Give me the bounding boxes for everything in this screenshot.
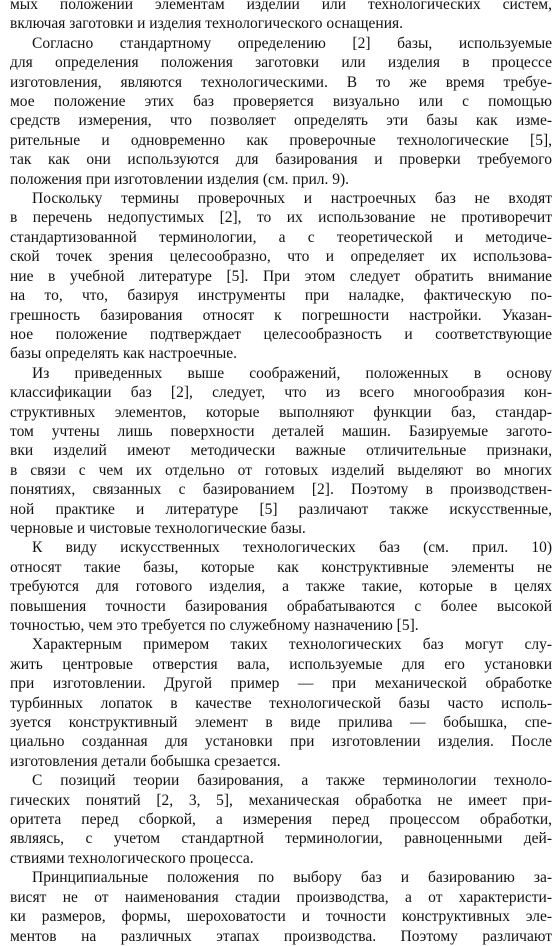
paragraph-first-line: Характерным примером таких технологических баз могут слу- bbox=[32, 636, 552, 654]
paragraph-first-line: К виду искусственных технологических баз (см. прил. 10) bbox=[32, 539, 552, 557]
text-line: турбинных лопаток в качестве технологической базы часто исполь- bbox=[10, 694, 552, 712]
text-line: так как они используются для базирования и проверки требуемого bbox=[10, 151, 552, 169]
text-line: грешность базирования относят к погрешности настройки. Указан- bbox=[10, 306, 552, 324]
text-line: положения при изготовлении изделия (см. прил. 9). bbox=[10, 170, 350, 188]
text-line: включая заготовки и изделия технологического оснащения. bbox=[10, 15, 404, 33]
text-line: рительные и одновременно как проверочные технологические [5], bbox=[10, 131, 552, 149]
text-line: ствиями технологического процесса. bbox=[10, 849, 254, 867]
text-line: повышения точности базирования обрабатываются с более высокой bbox=[10, 597, 552, 615]
text-line: гических понятий [2, 3, 5], механическая обработка не имеет при- bbox=[10, 791, 552, 809]
paragraph-first-line: Поскольку термины проверочных и настроечных баз не входят bbox=[32, 190, 552, 208]
text-line: изготовления детали бобышка срезается. bbox=[10, 752, 281, 770]
text-line: структивных элементов, которые выполняют функции баз, стандар- bbox=[10, 403, 552, 421]
text-line: в связи с чем их отдельно от готовых изделий выделяют во многих bbox=[10, 461, 552, 479]
text-line: для определения положения заготовки или изделия в процессе bbox=[10, 54, 552, 72]
text-line: при изготовлении. Другой пример — при механической обработке bbox=[10, 675, 552, 693]
text-line: являясь, с учетом стандартной терминологии, равноценными дей- bbox=[10, 830, 552, 848]
text-line: ментов на различных этапах производства. Поэтому различают bbox=[10, 927, 552, 945]
text-line: оритета перед сборкой, а измерения перед процессом обработки, bbox=[10, 811, 552, 829]
text-line: жить центровые отверстия вала, используемые для его установки bbox=[10, 655, 552, 673]
paragraph-first-line: Из приведенных выше соображений, положенных в основу bbox=[32, 364, 552, 382]
text-line: понятиях, связанных с базированием [2]. Поэтому в производствен- bbox=[10, 481, 552, 499]
text-line: классификации баз [2], следует, что из всего многообразия кон- bbox=[10, 384, 552, 402]
text-line: ное положение подтверждает целесообразность и соответствующие bbox=[10, 325, 552, 343]
text-line: ской точек зрения целесообразно, что и определяет их использова- bbox=[10, 248, 552, 266]
paragraph-first-line: С позиций теории базирования, а также терминологии техноло- bbox=[32, 772, 552, 790]
text-line: висят не от наименования стадии производства, а от характеристи- bbox=[10, 888, 552, 906]
text-line: требуются для готового изделия, а также такие, которые в целях bbox=[10, 578, 552, 596]
text-line: мых положений элементам изделий или технологических систем, bbox=[10, 0, 552, 13]
text-line: в перечень недопустимых [2], то их использование не противоречит bbox=[10, 209, 552, 227]
text-line: зуется конструктивный элемент в виде прилива — бобышка, спе- bbox=[10, 714, 552, 732]
text-line: циально созданная для установки при изготовлении изделия. После bbox=[10, 733, 552, 751]
text-line: ние в учебной литературе [5]. При этом следует обратить внимание bbox=[10, 267, 552, 285]
text-line: средств измерения, что позволяет определять эти базы как изме- bbox=[10, 112, 552, 130]
text-line: черновые и чистовые технологические базы. bbox=[10, 519, 306, 537]
text-line: вки изделий имеют методически важные отличительные признаки, bbox=[10, 442, 552, 460]
paragraph-first-line: Согласно стандартному определению [2] базы, используемые bbox=[32, 34, 552, 52]
text-line: том учтены лишь поверхности деталей машин. Базируемые загото- bbox=[10, 422, 552, 440]
text-line: изготовления, являются технологическими. В то же время требуе- bbox=[10, 73, 552, 91]
text-line: на то, что, базируя инструменты при наладке, фактическую по- bbox=[10, 287, 552, 305]
paragraph-first-line: Принципиальные положения по выбору баз и базированию за- bbox=[32, 869, 552, 887]
text-line: мое положение этих баз проверяется визуально или с помощью bbox=[10, 93, 552, 111]
text-line: относят такие базы, которые как конструктивные элементы не bbox=[10, 558, 552, 576]
text-line: стандартизованной терминологии, а с теоретической и методиче- bbox=[10, 228, 552, 246]
text-line: базы определять как настроечные. bbox=[10, 345, 238, 363]
text-line: ной практике и литературе [5] различают также искусственные, bbox=[10, 500, 552, 518]
text-line: ки размеров, формы, шероховатости и точности конструктивных эле- bbox=[10, 908, 552, 926]
body-text bbox=[10, 0, 552, 946]
text-line: точностью, чем это требуется по служебному назначению [5]. bbox=[10, 617, 419, 634]
